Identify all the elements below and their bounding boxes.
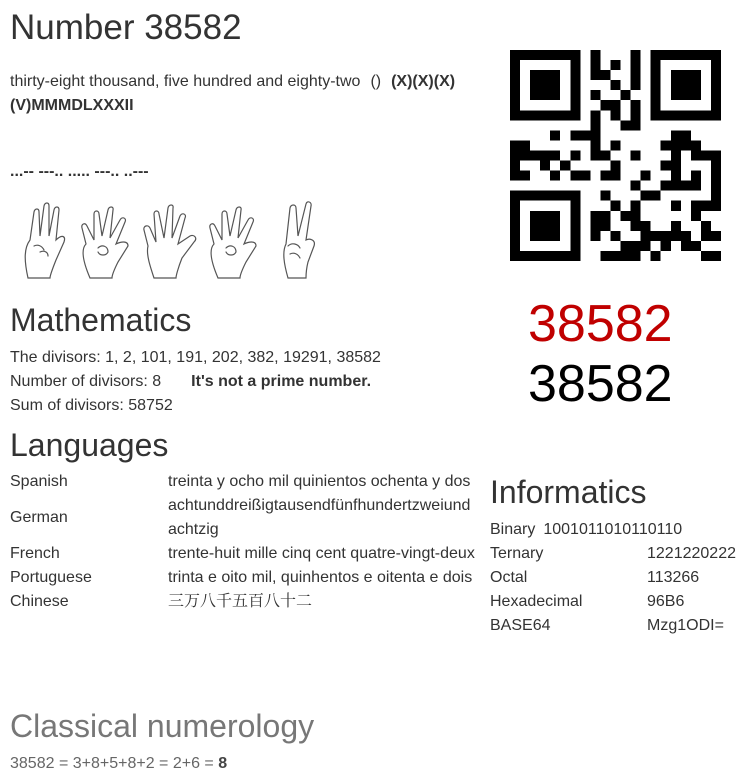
qr-module [520, 140, 530, 150]
qr-module [600, 221, 610, 231]
qr-module [711, 90, 721, 100]
qr-module [610, 251, 620, 261]
qr-module [520, 150, 530, 160]
prime-status: It's not a prime number. [191, 373, 372, 390]
language-name: Spanish [10, 473, 68, 490]
qr-module [621, 211, 631, 221]
words-text: thirty-eight thousand, five hundred and eighty-two [10, 73, 361, 90]
qr-module [681, 70, 691, 80]
qr-module [530, 191, 540, 201]
qr-module [590, 221, 600, 231]
qr-module [641, 221, 651, 231]
qr-module [631, 241, 641, 251]
qr-module [691, 171, 701, 181]
qr-module [590, 90, 600, 100]
qr-module [711, 181, 721, 191]
qr-module [510, 90, 520, 100]
numerology-result: 8 [218, 755, 228, 772]
numerology-heading: Classical numerology [10, 708, 315, 744]
qr-module [631, 50, 641, 60]
qr-module [510, 201, 520, 211]
morse-code: ...-- ---.. ..... ---.. ..--- [10, 163, 149, 180]
qr-module [540, 161, 550, 171]
qr-module [651, 60, 661, 70]
qr-module [651, 80, 661, 90]
qr-module [701, 150, 711, 160]
qr-module [610, 110, 620, 120]
qr-module [631, 110, 641, 120]
qr-module [520, 110, 530, 120]
qr-module [540, 50, 550, 60]
qr-module [590, 150, 600, 160]
qr-module [590, 50, 600, 60]
qr-module [510, 110, 520, 120]
qr-module [550, 90, 560, 100]
list-item [490, 518, 736, 542]
divisors-list: The divisors: 1, 2, 101, 191, 202, 382, 19291, 38582 [10, 349, 381, 366]
qr-module [610, 60, 620, 70]
qr-module [691, 110, 701, 120]
qr-module [540, 231, 550, 241]
qr-module [530, 150, 540, 160]
qr-module [610, 171, 620, 181]
qr-module [570, 110, 580, 120]
qr-module [570, 221, 580, 231]
qr-module [651, 100, 661, 110]
qr-module [651, 231, 661, 241]
qr-module [570, 90, 580, 100]
info-value: Mzg1ODI= [647, 617, 724, 634]
qr-module [691, 70, 701, 80]
qr-module [510, 100, 520, 110]
qr-module [671, 130, 681, 140]
qr-module [510, 161, 520, 171]
qr-module [631, 60, 641, 70]
qr-module [661, 161, 671, 171]
qr-module [711, 110, 721, 120]
qr-module [671, 110, 681, 120]
qr-module [681, 110, 691, 120]
qr-module [570, 150, 580, 160]
qr-module [520, 251, 530, 261]
language-text: treinta y ocho mil quinientos ochenta y dos [168, 473, 471, 490]
qr-module [510, 221, 520, 231]
qr-module [560, 50, 570, 60]
qr-module [530, 251, 540, 261]
qr-module [651, 90, 661, 100]
divisor-count: Number of divisors: 8 [10, 373, 162, 390]
qr-module [641, 231, 651, 241]
qr-module [590, 120, 600, 130]
qr-module [681, 90, 691, 100]
list-item [490, 566, 736, 590]
qr-module [701, 50, 711, 60]
qr-module [600, 251, 610, 261]
language-text: trinta e oito mil, quinhentos e oitenta e dois [168, 569, 473, 586]
qr-module [661, 110, 671, 120]
qr-module [570, 191, 580, 201]
qr-module [550, 221, 560, 231]
qr-module [510, 171, 520, 181]
qr-module [510, 241, 520, 251]
list-item [490, 614, 736, 638]
qr-module [580, 130, 590, 140]
qr-module [621, 90, 631, 100]
qr-module [691, 140, 701, 150]
qr-module [510, 60, 520, 70]
qr-module [641, 171, 651, 181]
qr-module [691, 241, 701, 251]
qr-module [610, 231, 620, 241]
qr-module [701, 110, 711, 120]
info-key: Hexadecimal [490, 593, 583, 610]
page-title: Number 38582 [10, 8, 242, 47]
qr-module [610, 80, 620, 90]
qr-module [540, 251, 550, 261]
qr-module [570, 100, 580, 110]
qr-module [550, 171, 560, 181]
qr-module [600, 100, 610, 110]
qr-module [671, 80, 681, 90]
qr-module [590, 140, 600, 150]
qr-module [671, 90, 681, 100]
informatics-section [490, 518, 736, 638]
qr-module [671, 50, 681, 60]
qr-module [540, 90, 550, 100]
qr-module [711, 171, 721, 181]
divisor-sum: Sum of divisors: 58752 [10, 397, 173, 414]
qr-module [540, 211, 550, 221]
language-text: achtunddreißigtausendfünfhundertzweiundachtzig [168, 497, 471, 538]
info-value: 113266 [647, 569, 700, 586]
qr-module [560, 191, 570, 201]
qr-module [550, 110, 560, 120]
qr-module [520, 50, 530, 60]
qr-module [681, 181, 691, 191]
qr-module [631, 120, 641, 130]
qr-module [681, 241, 691, 251]
qr-module [530, 231, 540, 241]
qr-module [550, 80, 560, 90]
info-key: Octal [490, 569, 528, 586]
qr-module [681, 130, 691, 140]
qr-module [570, 60, 580, 70]
qr-module [711, 70, 721, 80]
qr-module [510, 70, 520, 80]
languages-heading: Languages [10, 427, 169, 463]
qr-module [691, 80, 701, 90]
qr-module [510, 231, 520, 241]
qr-module [550, 50, 560, 60]
qr-module [510, 50, 520, 60]
qr-module [711, 201, 721, 211]
info-value: 1221220222 [647, 545, 736, 562]
qr-module [540, 221, 550, 231]
qr-module [590, 231, 600, 241]
qr-module [570, 70, 580, 80]
qr-module [520, 171, 530, 181]
qr-code-icon [510, 50, 721, 261]
qr-module [550, 251, 560, 261]
qr-module [671, 181, 681, 191]
qr-module [510, 140, 520, 150]
qr-module [621, 120, 631, 130]
list-item [490, 542, 736, 566]
qr-module [600, 211, 610, 221]
qr-module [661, 241, 671, 251]
qr-module [671, 231, 681, 241]
words-paren: () [370, 73, 382, 90]
qr-module [570, 130, 580, 140]
qr-module [631, 251, 641, 261]
qr-module [580, 171, 590, 181]
qr-module [540, 80, 550, 90]
qr-module [550, 211, 560, 221]
info-value: 96B6 [647, 593, 685, 610]
qr-module [671, 201, 681, 211]
qr-module [631, 100, 641, 110]
qr-module [550, 191, 560, 201]
qr-module [681, 231, 691, 241]
qr-module [711, 80, 721, 90]
qr-module [540, 150, 550, 160]
language-name: French [10, 545, 60, 562]
qr-module [590, 60, 600, 70]
qr-module [631, 211, 641, 221]
info-value: 1001011010110110 [543, 521, 683, 538]
qr-module [590, 110, 600, 120]
qr-module [530, 110, 540, 120]
qr-module [691, 50, 701, 60]
qr-module [610, 140, 620, 150]
qr-module [671, 70, 681, 80]
qr-module [651, 50, 661, 60]
qr-module [631, 221, 641, 231]
qr-module [540, 191, 550, 201]
qr-module [600, 191, 610, 201]
table-row [10, 542, 475, 566]
qr-module [621, 251, 631, 261]
language-name: German [10, 509, 68, 526]
qr-module [510, 150, 520, 160]
sign-language-hands-icon [20, 200, 330, 282]
qr-module [570, 50, 580, 60]
list-item [490, 590, 736, 614]
qr-module [671, 221, 681, 231]
qr-module [510, 80, 520, 90]
language-name: Portuguese [10, 569, 92, 586]
qr-module [570, 231, 580, 241]
qr-module [691, 150, 701, 160]
qr-module [530, 70, 540, 80]
qr-module [651, 191, 661, 201]
qr-module [570, 80, 580, 90]
table-row [10, 494, 475, 542]
qr-module [610, 100, 620, 110]
numerology-equation: 38582 = 3+8+5+8+2 = 2+6 = [10, 755, 214, 772]
languages-table [10, 470, 475, 614]
info-key: BASE64 [490, 617, 551, 634]
qr-module [691, 201, 701, 211]
qr-module [560, 110, 570, 120]
language-name: Chinese [10, 593, 69, 610]
number-display-black: 38582 [528, 355, 673, 413]
qr-module [600, 171, 610, 181]
qr-module [570, 201, 580, 211]
qr-module [631, 201, 641, 211]
qr-module [711, 161, 721, 171]
qr-module [681, 50, 691, 60]
qr-module [681, 80, 691, 90]
qr-module [590, 211, 600, 221]
qr-module [661, 231, 671, 241]
qr-module [701, 251, 711, 261]
qr-module [520, 191, 530, 201]
info-key: Ternary [490, 545, 544, 562]
qr-module [570, 171, 580, 181]
qr-module [570, 241, 580, 251]
qr-module [610, 201, 620, 211]
qr-module [671, 171, 681, 181]
language-text: 三万八千五百八十二 [168, 593, 313, 610]
qr-module [600, 70, 610, 80]
number-display-red: 38582 [528, 295, 673, 353]
qr-module [711, 100, 721, 110]
language-text: trente-huit mille cinq cent quatre-vingt-deux [168, 545, 475, 562]
qr-module [590, 70, 600, 80]
qr-module [560, 251, 570, 261]
qr-module [570, 251, 580, 261]
informatics-heading: Informatics [490, 474, 647, 510]
qr-module [711, 251, 721, 261]
mathematics-heading: Mathematics [10, 302, 192, 338]
table-row [10, 566, 475, 590]
qr-module [550, 150, 560, 160]
qr-module [631, 70, 641, 80]
qr-module [510, 191, 520, 201]
table-row [10, 470, 475, 494]
qr-module [681, 140, 691, 150]
qr-module [691, 181, 701, 191]
roman-numeral: (X)(X)(X)(V)MMMDLXXXII [10, 73, 456, 114]
qr-module [711, 231, 721, 241]
qr-module [631, 80, 641, 90]
qr-module [510, 251, 520, 261]
qr-module [671, 140, 681, 150]
qr-module [530, 90, 540, 100]
qr-module [590, 130, 600, 140]
numerology-section [10, 752, 227, 776]
qr-module [560, 161, 570, 171]
qr-module [510, 211, 520, 221]
number-in-words [10, 70, 475, 118]
qr-module [570, 211, 580, 221]
qr-module [691, 211, 701, 221]
qr-module [661, 181, 671, 191]
qr-module [661, 50, 671, 60]
qr-module [711, 60, 721, 70]
qr-module [550, 130, 560, 140]
qr-module [530, 50, 540, 60]
qr-module [671, 161, 681, 171]
qr-module [711, 191, 721, 201]
qr-module [641, 241, 651, 251]
qr-module [691, 90, 701, 100]
qr-module [530, 211, 540, 221]
qr-module [661, 140, 671, 150]
qr-module [651, 110, 661, 120]
qr-module [621, 241, 631, 251]
qr-module [711, 150, 721, 160]
qr-module [651, 251, 661, 261]
qr-module [711, 50, 721, 60]
qr-module [701, 221, 711, 231]
qr-module [540, 110, 550, 120]
qr-module [651, 70, 661, 80]
qr-module [530, 221, 540, 231]
qr-module [671, 150, 681, 160]
info-key: Binary [490, 521, 536, 538]
qr-module [550, 70, 560, 80]
qr-module [701, 231, 711, 241]
qr-module [631, 150, 641, 160]
qr-module [701, 201, 711, 211]
qr-module [550, 231, 560, 241]
qr-module [600, 150, 610, 160]
mathematics-section [10, 346, 381, 418]
table-row [10, 590, 475, 614]
qr-module [610, 161, 620, 171]
qr-module [540, 70, 550, 80]
qr-module [631, 181, 641, 191]
qr-module [530, 80, 540, 90]
qr-module [641, 191, 651, 201]
